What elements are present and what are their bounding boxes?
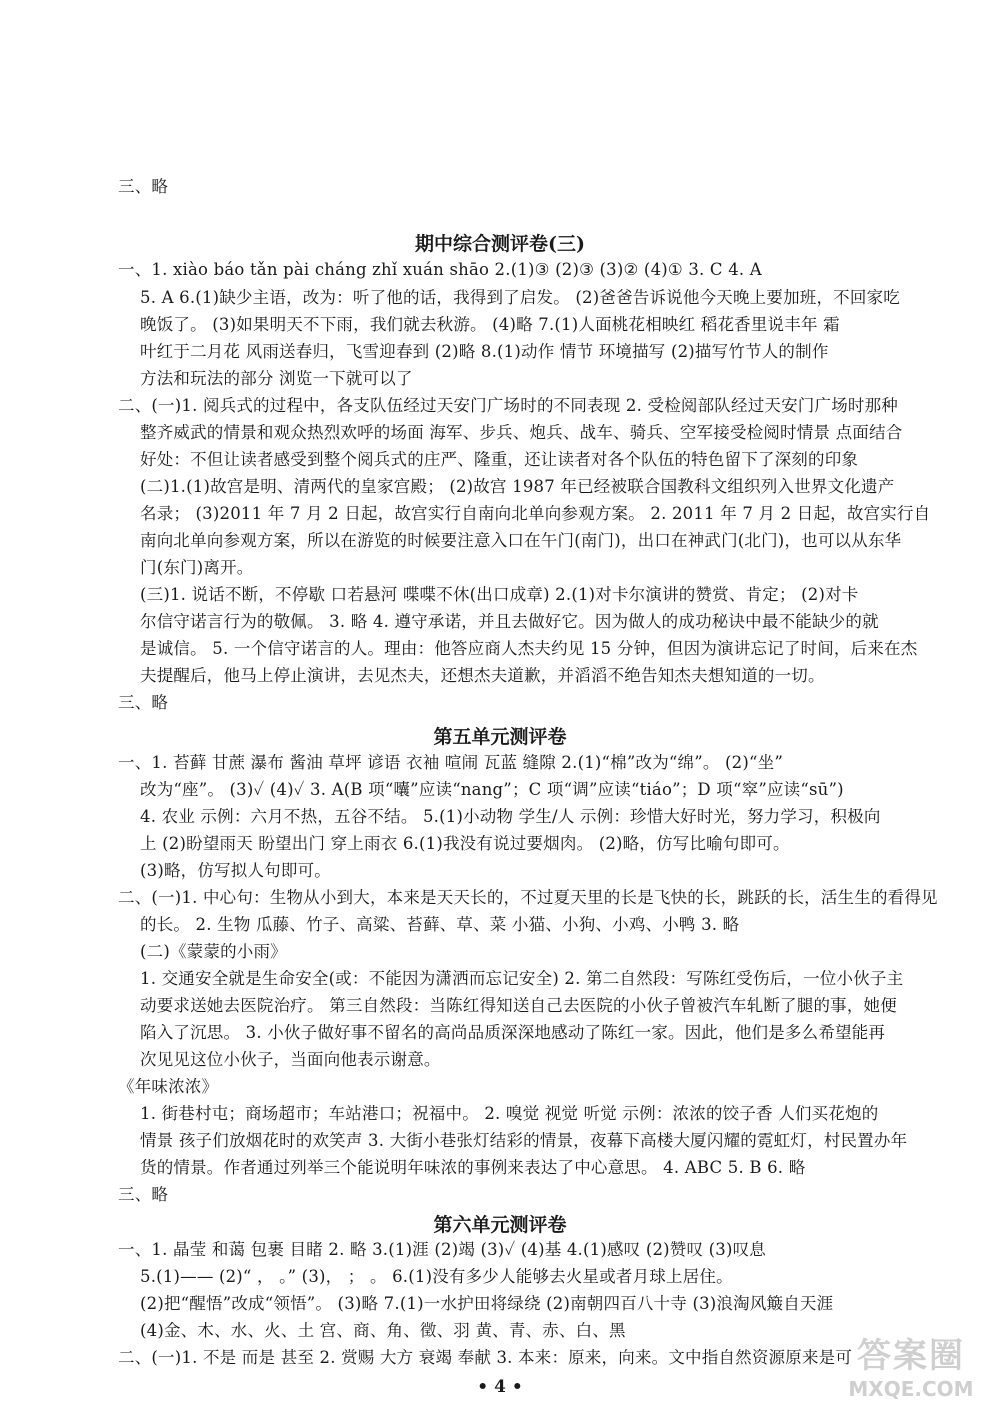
section-title: 第五单元测评卷 (433, 726, 567, 748)
answer-line: (二)1.(1)故宫是明、清两代的皇家宫殿； (2)故宫 1987 年已经被联合国教科文组织列入世界文化遗产 (140, 477, 895, 496)
answer-line: 二、(一)1. 中心句：生物从小到大，本来是天天长的，不过夏天里的长是飞快的长，跳跃的长，活生生的看得见 (118, 888, 938, 907)
answer-line: 三、略 (118, 1185, 169, 1204)
answer-line: 一、1. 晶莹 和蔼 包裹 目睹 2. 略 3.(1)涯 (2)竭 (3)✓ (4)基 4.(1)感叹 (2)赞叹 (3)叹息 (118, 1240, 767, 1259)
answer-line: 改为“座”。 (3)✓ (4)✓ 3. A(B 项“囔”应读“nang”；C 项“调”应读“tiáo”；D 项“窣”应读“sū”) (140, 780, 844, 799)
answer-line: 尔信守诺言行为的敬佩。 3. 略 4. 遵守承诺，并且去做好它。因为做人的成功秘诀中最不能缺少的就 (140, 612, 879, 631)
answer-line: 方法和玩法的部分 浏览一下就可以了 (140, 369, 413, 388)
answer-line: 一、1. xiào báo tǎn pài cháng zhǐ xuán shāo 2.(1)③ (2)③ (3)② (4)① 3. C 4. A (118, 260, 762, 279)
watermark-logo (836, 1328, 986, 1401)
answer-line: (4)金、木、水、火、土 宫、商、角、徵、羽 黄、青、赤、白、黑 (140, 1321, 626, 1340)
answer-line: 5. A 6.(1)缺少主语，改为：听了他的话，我得到了启发。 (2)爸爸告诉说他今天晚上要加班，不回家吃 (140, 288, 900, 307)
answer-line: (2)把“醒悟”改成“领悟”。 (3)略 7.(1)一水护田将绿绕 (2)南朝四百八十寺 (3)浪淘风簸自天涯 (140, 1294, 834, 1313)
answer-line: 三、略 (118, 177, 169, 196)
answer-line: 的长。 2. 生物 瓜藤、竹子、高粱、苔藓、草、菜 小猫、小狗、小鸡、小鸭 3. 略 (140, 915, 740, 934)
answer-line: 1. 街巷村屯；商场超市；车站港口；祝福中。 2. 嗅觉 视觉 听觉 示例：浓浓的饺子香 人们买花炮的 (140, 1104, 879, 1123)
answer-line: 二、(一)1. 不是 而是 甚至 2. 赏赐 大方 衰竭 奉献 3. 本来：原来，向来。文中指自然资源原来是可 (118, 1348, 853, 1367)
answer-line: 次见见这位小伙子，当面向他表示谢意。 (140, 1050, 441, 1069)
section-title: 期中综合测评卷(三) (415, 233, 585, 255)
page-number: • 4 • (477, 1377, 523, 1397)
answer-line: 上 (2)盼望雨天 盼望出门 穿上雨衣 6.(1)我没有说过要烟肉。 (2)略，仿写比喻句即可。 (140, 834, 790, 853)
answer-line: 夫提醒后，他马上停止演讲，去见杰夫，还想杰夫道歉，并滔滔不绝告知杰夫想知道的一切。 (140, 666, 825, 685)
answer-line: 4. 农业 示例：六月不热，五谷不结。 5.(1)小动物 学生/人 示例：珍惜大好时光，努力学习，积极向 (140, 807, 881, 826)
answer-line: 晚饭了。 (3)如果明天不下雨，我们就去秋游。 (4)略 7.(1)人面桃花相映红 稻花香里说丰年 霜 (140, 315, 840, 334)
answer-line: 5.(1)—— (2)“ ， 。” (3)， ； 。 6.(1)没有多少人能够去火星或者月球上居住。 (140, 1267, 733, 1286)
answer-line: 好处：不但让读者感受到整个阅兵式的庄严、隆重，还让读者对各个队伍的特色留下了深刻的印象 (140, 450, 859, 469)
answer-line: 整齐威武的情景和观众热烈欢呼的场面 海军、步兵、炮兵、战车、骑兵、空军接受检阅时情景 点面结合 (140, 423, 903, 442)
answer-line: 动要求送她去医院治疗。 第三自然段：当陈红得知送自己去医院的小伙子曾被汽车轧断了腿的事，她便 (140, 996, 897, 1015)
answer-line: 一、1. 苔藓 甘蔗 瀑布 酱油 草坪 谚语 衣袖 喧闹 瓦蓝 缝隙 2.(1)“棉”改为“绵”。 (2)“坐” (118, 753, 783, 772)
section-title: 第六单元测评卷 (433, 1214, 567, 1236)
watermark-url: MXQE.COM (848, 1377, 974, 1401)
answer-line: 名录； (3)2011 年 7 月 2 日起，故宫实行自南向北单向参观方案。 2. 2011 年 7 月 2 日起，故宫实行自 (140, 504, 931, 523)
answer-line: 《年味浓浓》 (118, 1077, 219, 1096)
answer-line: 情景 孩子们放烟花时的欢笑声 3. 大街小巷张灯结彩的情景，夜幕下高楼大厦闪耀的霓虹灯，村民置办年 (140, 1131, 908, 1150)
answer-line: 是诚信。 5. 一个信守诺言的人。理由：他答应商人杰夫约见 15 分钟，但因为演讲忘记了时间，后来在杰 (140, 639, 918, 658)
watermark-title: 答案圈 (857, 1336, 965, 1376)
answer-line: 门(东门)离开。 (140, 558, 254, 577)
answer-line: 南向北单向参观方案，所以在游览的时候要注意入口在午门(南门)，出口在神武门(北门)，也可以从东华 (140, 531, 902, 550)
answer-line: 1. 交通安全就是生命安全(或：不能因为潇洒而忘记安全) 2. 第二自然段：写陈红受伤后，一位小伙子主 (140, 969, 904, 988)
answer-line: 陷入了沉思。 3. 小伙子做好事不留名的高尚品质深深地感动了陈红一家。因此，他们是多么希望能再 (140, 1023, 886, 1042)
answer-line: (三)1. 说话不断，不停歇 口若悬河 喋喋不休(出口成章) 2.(1)对卡尔演讲的赞赏、肯定； (2)对卡 (140, 585, 859, 604)
answer-line: (二)《蒙蒙的小雨》 (140, 942, 287, 961)
answer-line: 货的情景。作者通过列举三个能说明年味浓的事例来表达了中心意思。 4. ABC 5. B 6. 略 (140, 1158, 806, 1177)
answer-line: 三、略 (118, 693, 169, 712)
answer-line: 叶红于二月花 风雨送春归，飞雪迎春到 (2)略 8.(1)动作 情节 环境描写 (2)描写竹节人的制作 (140, 342, 829, 361)
answer-line: (3)略，仿写拟人句即可。 (140, 861, 331, 880)
answer-line: 二、(一)1. 阅兵式的过程中，各支队伍经过天安门广场时的不同表现 2. 受检阅部队经过天安门广场时那种 (118, 396, 898, 415)
